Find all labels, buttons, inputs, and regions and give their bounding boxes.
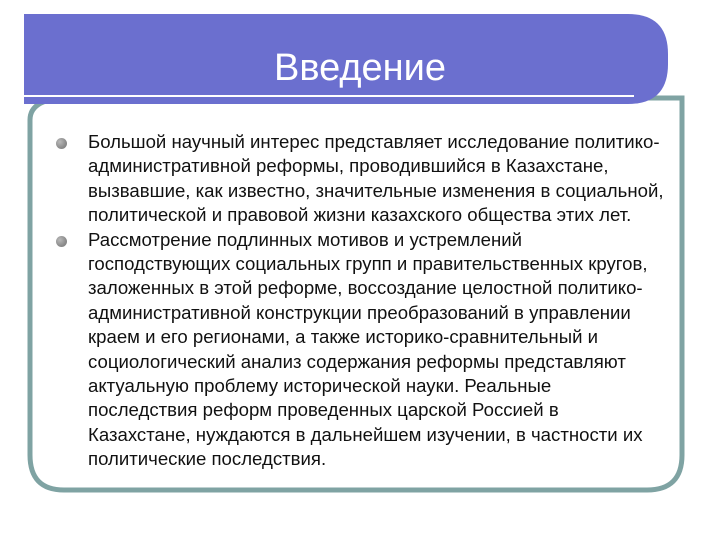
bullet-list bbox=[56, 130, 664, 472]
bullet-text: Большой научный интерес представляет исследование политико-административной реформы, проводившийся в Казахстане, вызвавшие, как известно, значительные изменения в социальной, политической и правовой жизни казахского общества этих лет. bbox=[88, 131, 664, 226]
bullet-item bbox=[56, 130, 664, 228]
slide-content bbox=[56, 130, 664, 500]
bullet-icon bbox=[56, 236, 67, 247]
bullet-item bbox=[56, 228, 664, 472]
bullet-icon bbox=[56, 138, 67, 149]
bullet-text: Рассмотрение подлинных мотивов и устремлений господствующих социальных групп и правительственных кругов, заложенных в этой реформе, воссоздание целостной политико-административной конструкции преобразований в управлении краем и его регионами, а также историко-сравнительный и социологический анализ содержания реформы представляют актуальную проблему исторической науки. Реальные последствия реформ проведенных царской Россией в Казахстане, нуждаются в дальнейшем изучении, в частности их политические последствия. bbox=[88, 228, 648, 470]
slide-title: Введение bbox=[273, 47, 447, 89]
